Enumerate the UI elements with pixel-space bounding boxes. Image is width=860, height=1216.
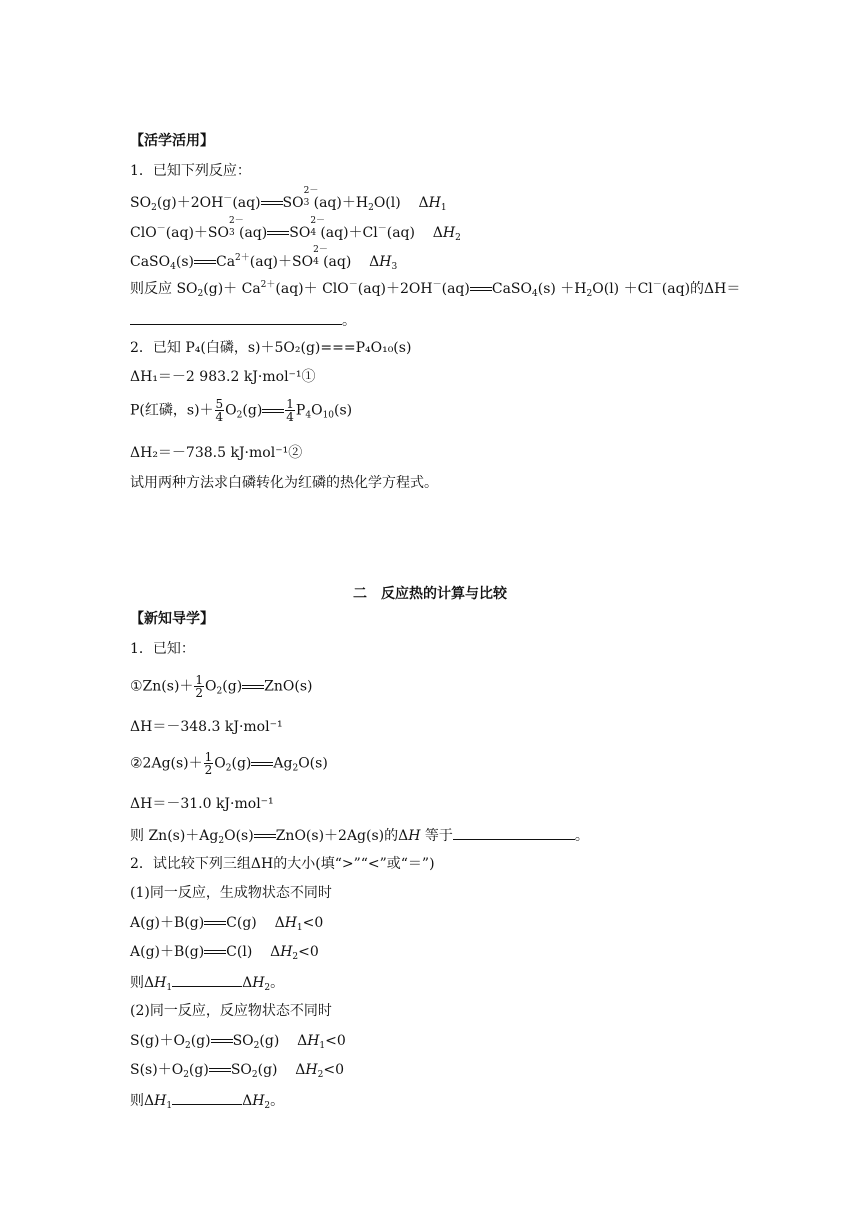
section-title: 二 反应热的计算与比较 <box>353 586 507 602</box>
fraction-1-2: $\frac{1}{2}$ <box>195 673 204 700</box>
equation-part1-gas: A(g)＋B(g) C(g) $\Delta H_1<0$ <box>130 915 324 933</box>
equals-arrow <box>209 1065 231 1075</box>
equation-2: ClO－(aq)＋SO 2－ 3 (aq) SO 2－ 4 (aq)＋Cl－(aq) $\Delta H_2$ <box>130 216 461 243</box>
answer-blank-2[interactable] <box>453 827 575 840</box>
compare-part1: 则$\Delta H_1$ $\Delta H_2$。 <box>130 975 285 993</box>
s2-question-1-target: 则 $Zn(s)+Ag_2O(s)$ ZnO(s)＋2Ag(s)的ΔH 等于 。 <box>130 828 589 846</box>
equation-ag: ②2Ag(s)＋ $\frac{1}{2}$ $O_2(g)$ $Ag_2O(s)$ <box>130 750 328 777</box>
question-2-task: 试用两种方法求白磷转化为红磷的热化学方程式。 <box>130 475 438 491</box>
section-heading-xinzhi: 【新知导学】 <box>130 611 214 627</box>
delta-h-zn: ΔH＝－348.3 kJ·mol⁻¹ <box>130 719 283 735</box>
equals-arrow <box>267 228 289 238</box>
delta-h1-value: ΔH₁＝－2 983.2 kJ·mol⁻¹① <box>130 369 316 385</box>
equals-arrow <box>194 257 216 267</box>
fraction-1-2: $\frac{1}{2}$ <box>204 750 213 777</box>
s2-question-1-intro: 1．已知： <box>130 641 195 657</box>
section-heading-huoxue: 【活学活用】 <box>130 133 214 149</box>
answer-blank-1[interactable]: 。 <box>130 312 356 328</box>
equals-arrow <box>261 198 283 208</box>
fraction-5-4: $\frac{5}{4}$ <box>215 397 224 424</box>
answer-blank-4[interactable] <box>172 1092 242 1105</box>
equals-arrow <box>204 918 226 928</box>
delta-h-ag: ΔH＝－31.0 kJ·mol⁻¹ <box>130 796 274 812</box>
equation-part2-gas: $S(g)+O_2(g)$ $SO_2(g)$ $\Delta H_1<0$ <box>130 1033 346 1051</box>
equals-arrow <box>262 406 284 416</box>
s2-question-2-intro: 2．试比较下列三组ΔH的大小(填“>”“<”或“＝”) <box>130 856 435 872</box>
equals-arrow <box>251 759 273 769</box>
equation-part1-liquid: A(g)＋B(g) C(l) $\Delta H_2<0$ <box>130 944 319 962</box>
part-1-label: (1)同一反应，生成物状态不同时 <box>130 885 332 901</box>
equation-zn: ①Zn(s)＋ $\frac{1}{2}$ $O_2(g)$ ZnO(s) <box>130 673 313 700</box>
equals-arrow <box>242 682 264 692</box>
question-1-intro: 1．已知下列反应： <box>130 163 251 179</box>
equation-red-phosphorus: P(红磷，s)＋ $\frac{5}{4}$ $O_2(g)$ $\frac{1}{4}$ $P_4O_{10}(s)$ <box>130 397 353 424</box>
equals-arrow <box>254 831 276 841</box>
equals-arrow <box>204 947 226 957</box>
equals-arrow <box>470 284 492 294</box>
fraction-1-4: $\frac{1}{4}$ <box>286 397 294 424</box>
compare-part2: 则$\Delta H_1$ $\Delta H_2$。 <box>130 1093 285 1111</box>
answer-blank-3[interactable] <box>172 974 242 987</box>
delta-h2-value: ΔH₂＝－738.5 kJ·mol⁻¹② <box>130 445 303 461</box>
equation-3: CaSO$_4$(s) $Ca^{2+}(aq)+SO$ 2－ 4 (aq) $\Delta H_3$ <box>130 245 398 272</box>
question-1-target: 则反应 $SO_2(g)+ Ca^{2+}(aq)+ ClO^-(aq)+2OH^-(aq)$ CaSO$_4$(s) $+H_2O(l) +Cl^-(aq)$的ΔH＝ <box>130 280 741 299</box>
equation-part2-solid: $S(s)+O_2(g)$ $SO_2(g)$ $\Delta H_2<0$ <box>130 1062 345 1080</box>
equation-1: $SO_2(g)+2OH^-(aq)$ SO 2－ 3 $(aq)+H_2O(l)$ $\Delta H_1$ <box>130 186 447 213</box>
part-2-label: (2)同一反应，反应物状态不同时 <box>130 1003 332 1019</box>
equals-arrow <box>211 1036 233 1046</box>
question-2-intro: 2．已知 P₄(白磷，s)＋5O₂(g)===P₄O₁₀(s) <box>130 340 412 356</box>
